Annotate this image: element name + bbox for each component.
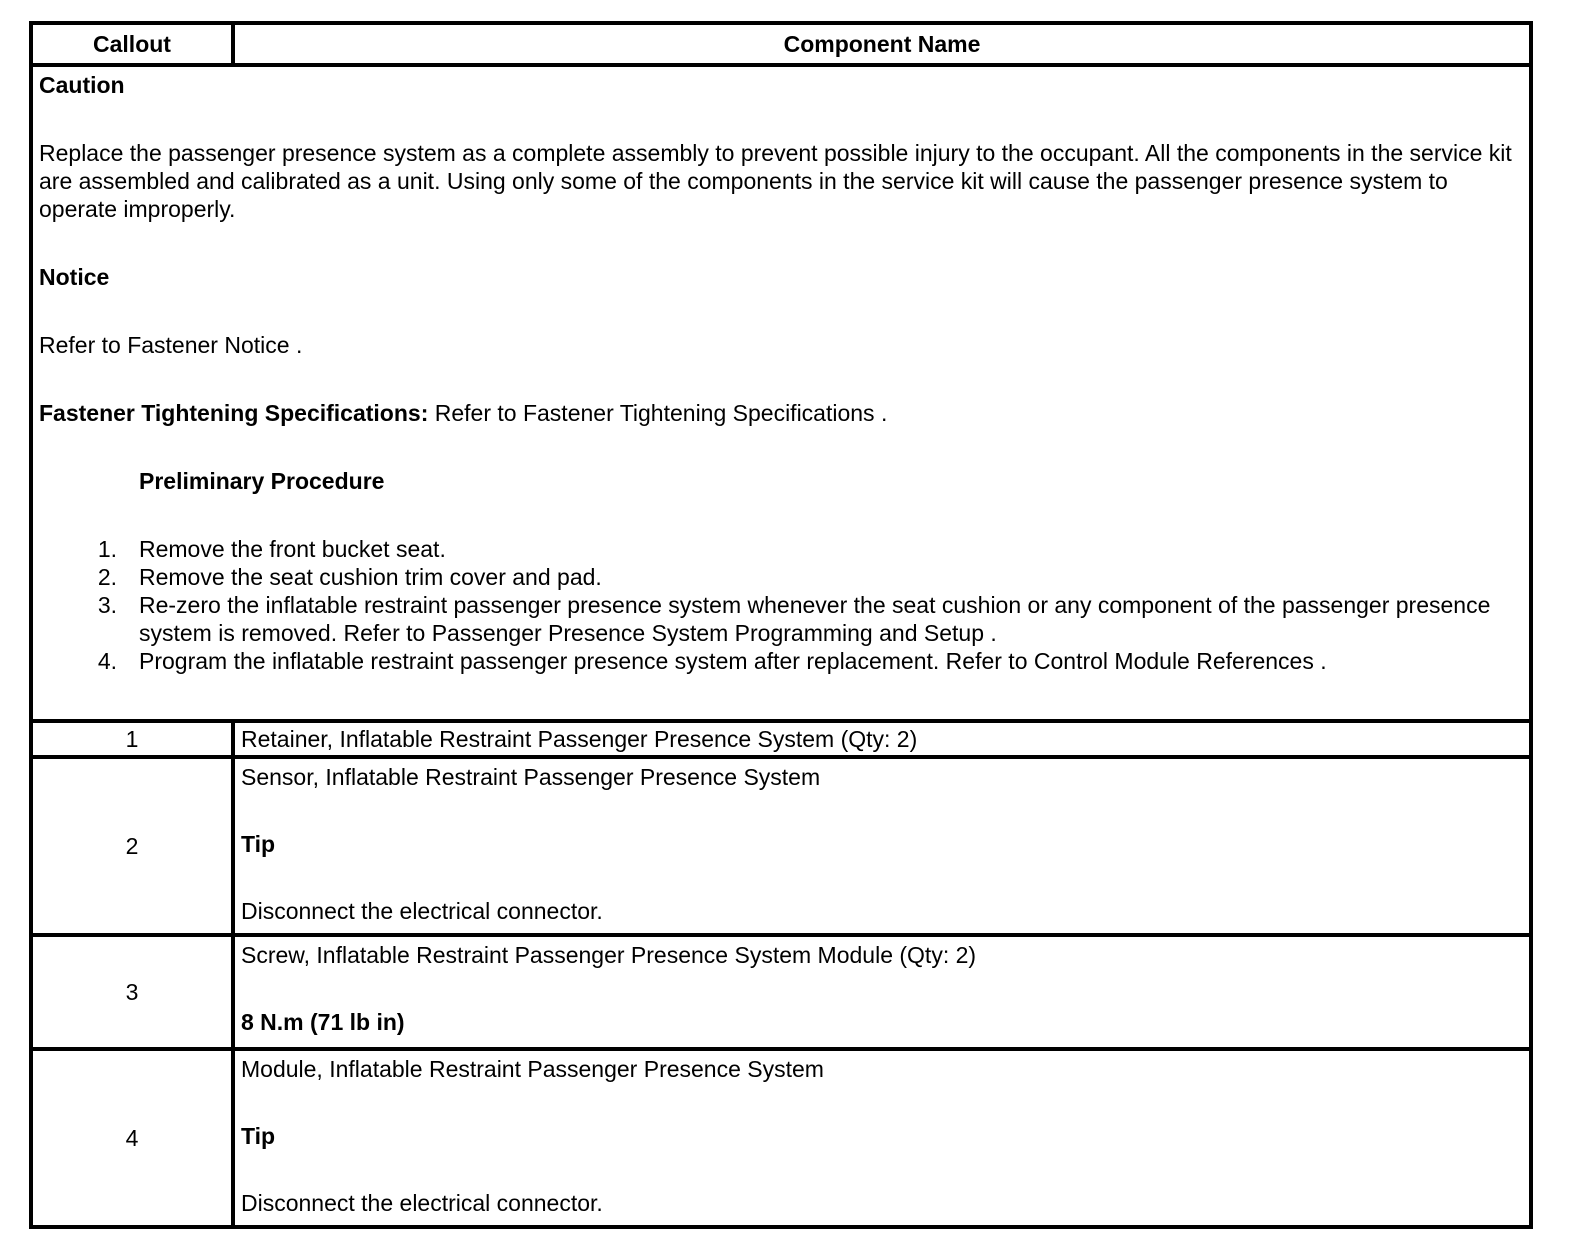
torque-spec: 8 N.m (71 lb in)	[241, 1009, 405, 1035]
list-item	[39, 591, 1523, 647]
step-number: 1.	[97, 536, 117, 562]
component-name: Sensor, Inflatable Restraint Passenger Presence System	[241, 764, 821, 790]
tip-text: Disconnect the electrical connector.	[241, 898, 603, 924]
component-name-column-header: Component Name	[233, 23, 1531, 65]
step-number: 4.	[97, 648, 117, 674]
callout-number: 4	[31, 1049, 233, 1227]
list-item	[39, 535, 1523, 563]
component-cell	[233, 1049, 1531, 1227]
caution-label: Caution	[39, 72, 125, 98]
component-cell	[233, 935, 1531, 1049]
component-name: Retainer, Inflatable Restraint Passenger Presence System (Qty: 2)	[233, 721, 1531, 757]
notes-row	[31, 65, 1531, 721]
tip-text: Disconnect the electrical connector.	[241, 1190, 603, 1216]
callout-number: 2	[31, 757, 233, 935]
step-number: 3.	[97, 592, 117, 618]
list-item	[39, 647, 1523, 675]
component-cell	[233, 757, 1531, 935]
table-header-row	[31, 23, 1531, 65]
preliminary-steps-list	[39, 535, 1523, 675]
notice-label: Notice	[39, 264, 110, 290]
notice-text: Refer to Fastener Notice .	[39, 332, 303, 358]
fastener-spec-line	[39, 399, 1523, 427]
callout-number: 1	[31, 721, 233, 757]
step-number: 2.	[97, 564, 117, 590]
table-row	[31, 1049, 1531, 1227]
tip-label: Tip	[241, 831, 276, 857]
step-text: Remove the seat cushion trim cover and pad.	[139, 564, 602, 590]
caution-text: Replace the passenger presence system as a complete assembly to prevent possible injury to the occupant. All the components in the service kit are assembled and calibrated as a unit. Using only some of the components in the service kit will cause the passenger presence system to operate improperly.	[39, 140, 1512, 222]
table-row	[31, 721, 1531, 757]
tip-label: Tip	[241, 1123, 276, 1149]
preliminary-procedure-title: Preliminary Procedure	[139, 468, 385, 494]
table-row	[31, 757, 1531, 935]
callout-column-header: Callout	[31, 23, 233, 65]
component-name: Module, Inflatable Restraint Passenger Presence System	[241, 1056, 824, 1082]
component-table	[29, 21, 1533, 1229]
notes-cell	[31, 65, 1531, 721]
step-text: Remove the front bucket seat.	[139, 536, 446, 562]
step-text: Program the inflatable restraint passenger presence system after replacement. Refer to Control Module References .	[139, 648, 1327, 674]
callout-number: 3	[31, 935, 233, 1049]
table-row	[31, 935, 1531, 1049]
step-text: Re-zero the inflatable restraint passenger presence system whenever the seat cushion or any component of the passenger presence system is removed. Refer to Passenger Presence System Programming and Setup .	[139, 592, 1491, 646]
list-item	[39, 563, 1523, 591]
fastener-spec-text: Refer to Fastener Tightening Specifications .	[428, 400, 888, 426]
fastener-spec-label: Fastener Tightening Specifications:	[39, 400, 429, 426]
component-name: Screw, Inflatable Restraint Passenger Presence System Module (Qty: 2)	[241, 942, 977, 968]
